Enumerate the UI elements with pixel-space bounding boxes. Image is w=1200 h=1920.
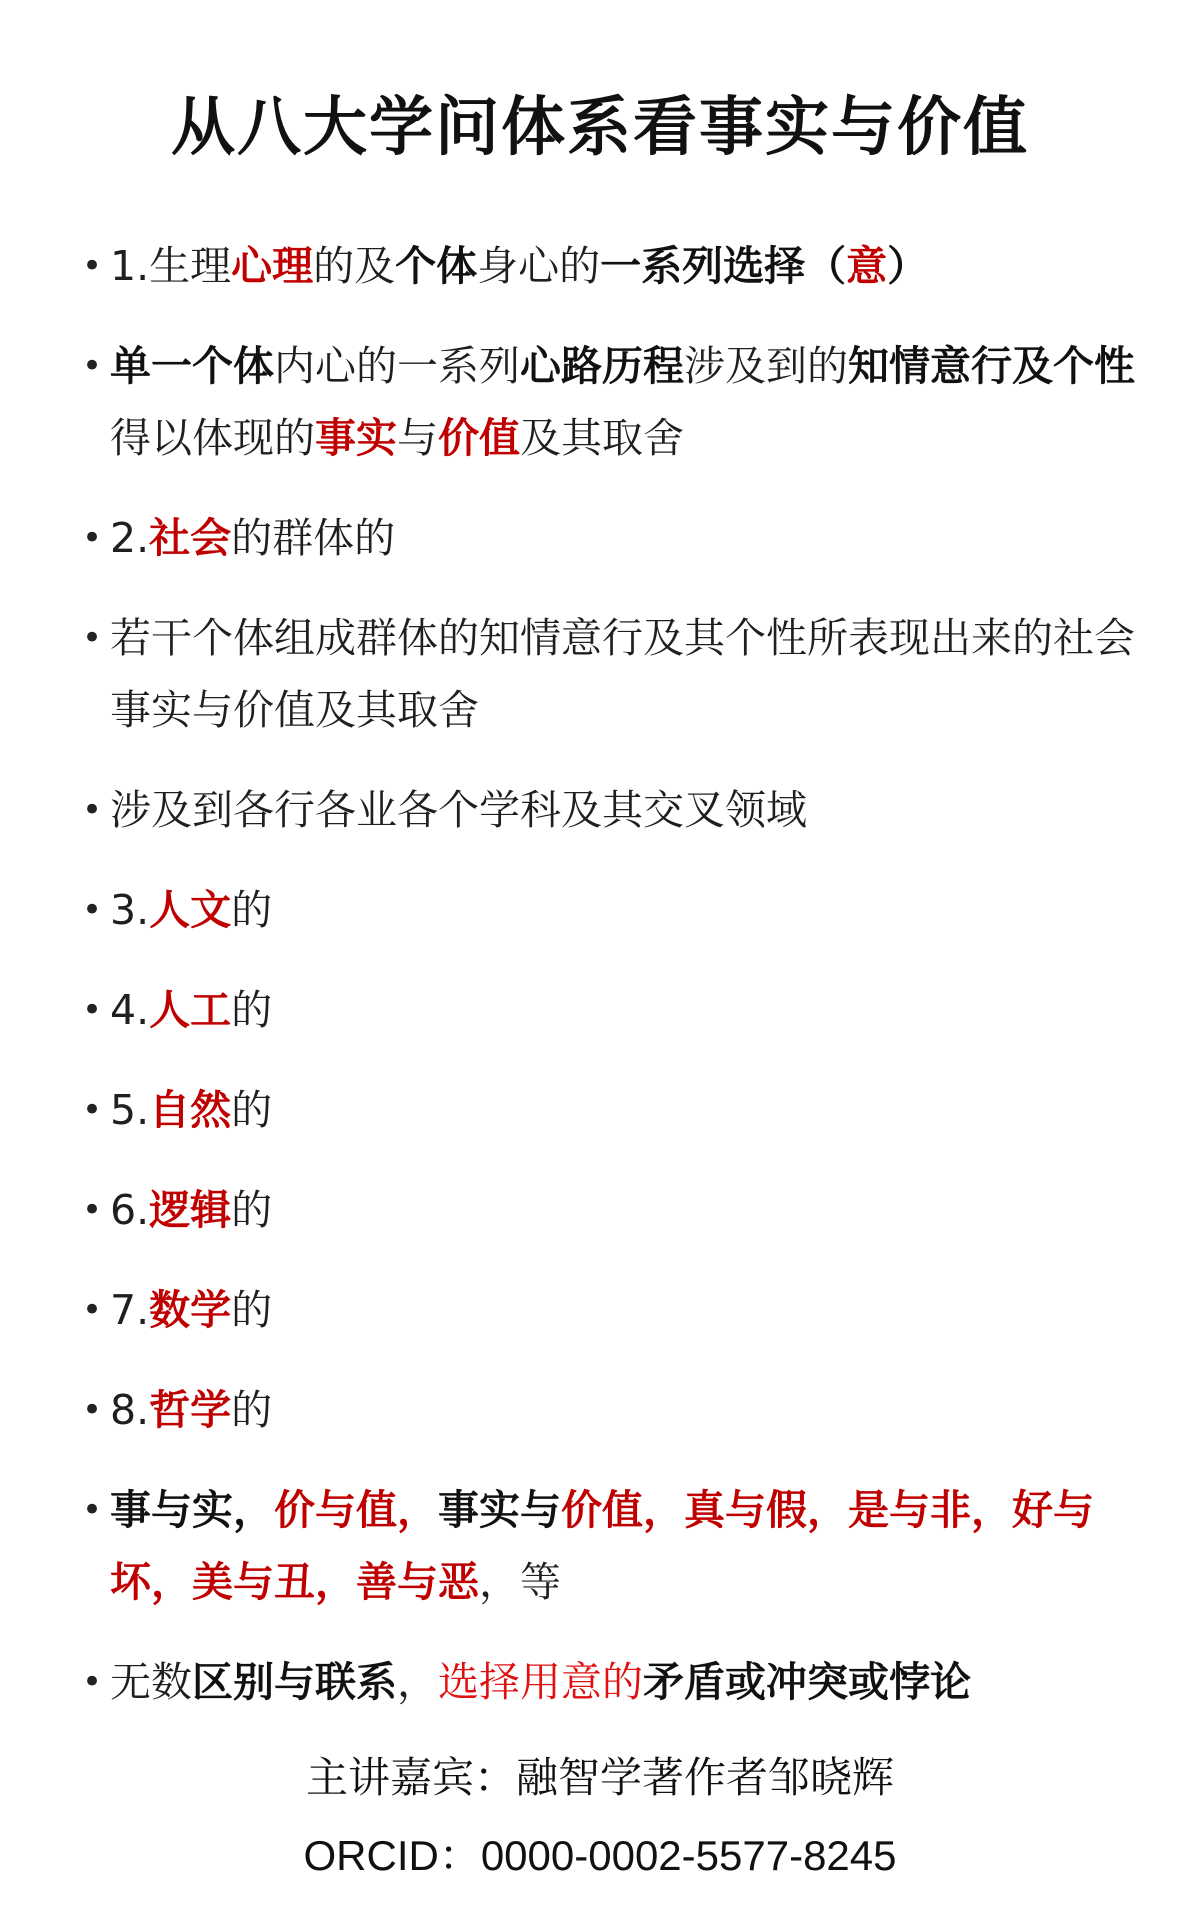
list-item-text-segment: 涉及到各行各业各个学科及其交叉领域 [110,786,807,834]
list-item-text-segment: 1.生理 [110,242,232,290]
list-item-text-segment: 5. [110,1086,150,1134]
list-item-text-segment: ） [887,242,929,290]
list-item-text-segment: 与 [397,414,438,462]
list-item [82,230,1142,302]
list-item-text-segment: ， [397,1658,438,1706]
list-item-text-segment: 价与值， [274,1486,438,1534]
list-item-text-segment: 的 [231,986,273,1034]
list-item-text-segment: 好与坏， [110,1486,1094,1606]
list-item [82,1174,1142,1246]
list-item-text-segment: （ [805,242,847,290]
list-item [82,1374,1142,1446]
list-item-text-segment: 3. [110,886,150,934]
list-item-text-segment: 涉及到的 [684,342,848,390]
list-item-text-segment: 8. [110,1386,150,1434]
list-item [82,1074,1142,1146]
list-item-text-segment: 的群体的 [231,514,396,562]
list-item-text-segment: 及其取舍 [520,414,684,462]
bullet-list [82,230,1142,1746]
list-item-text-segment: 矛盾或冲突或悖论 [643,1658,971,1706]
list-item-text-segment: 事与实， [110,1486,274,1534]
list-item-text-segment: 2. [110,514,150,562]
list-item-text-segment: 4. [110,986,150,1034]
list-item [82,1474,1142,1618]
list-item-text-segment: 心路历程 [520,342,684,390]
list-item [82,330,1142,474]
list-item-text-segment: 7. [110,1286,150,1334]
list-item [82,602,1142,746]
list-item-text-segment: 逻辑 [149,1186,232,1234]
list-item-text-segment: 是与非， [848,1486,1012,1534]
list-item-text-segment: 得以体现的 [110,414,315,462]
list-item-text-segment: 6. [110,1186,150,1234]
list-item-text-segment: 的 [231,1086,273,1134]
list-item-text-segment: 事实 [315,414,397,462]
list-item-text-segment: 哲学 [149,1386,232,1434]
orcid-line: ORCID：0000-0002-5577-8245 [303,1832,897,1879]
list-item [82,874,1142,946]
list-item [82,502,1142,574]
list-item-text-segment: 一系列选择 [600,242,806,290]
list-item-text-segment: 单一个体 [110,342,274,390]
list-item-text-segment: 真与假， [684,1486,848,1534]
list-item-text-segment: 的及 [313,242,396,290]
list-item-text-segment: 心理 [231,242,314,290]
list-item-text-segment: 人文 [149,886,232,934]
list-item-text-segment: 的 [231,1386,273,1434]
list-item-text-segment: 的 [231,886,273,934]
list-item-text-segment: 选择用意的 [438,1658,643,1706]
list-item-text-segment: 美与丑， [192,1558,356,1606]
list-item-text-segment: 社会 [149,514,232,562]
list-item [82,1646,1142,1718]
list-item-text-segment: 的 [231,1286,273,1334]
list-item-text-segment: 意 [846,242,888,290]
speaker-line: 主讲嘉宾：融智学著作者邹晓辉 [305,1754,894,1801]
list-item-text-segment: 区别与联系 [192,1658,397,1706]
list-item-text-segment: 的 [231,1186,273,1234]
list-item-text-segment: 数学 [149,1286,232,1334]
list-item-text-segment: 人工 [149,986,232,1034]
list-item-text-segment: 无数 [110,1658,192,1706]
list-item [82,1274,1142,1346]
list-item-text-segment: 价值 [438,414,520,462]
list-item-text-segment: 知情意行及个性 [848,342,1135,390]
list-item-text-segment: 自然 [149,1086,232,1134]
list-item-text-segment: 价值， [561,1486,684,1534]
list-item-text-segment: 事实与 [438,1486,561,1534]
list-item [82,774,1142,846]
list-item-text-segment: 内心的一系列 [274,342,520,390]
list-item-text-segment: ，等 [479,1558,561,1606]
list-item-text-segment: 个体 [395,242,478,290]
list-item-text-segment: 身心的 [477,242,601,290]
list-item-text-segment: 若干个体组成群体的知情意行及其个性所表现出来的社会事实与价值及其取舍 [110,614,1135,734]
list-item [82,974,1142,1046]
page-title: 从八大学问体系看事实与价值 [171,91,1029,165]
list-item-text-segment: 善与恶 [356,1558,479,1606]
